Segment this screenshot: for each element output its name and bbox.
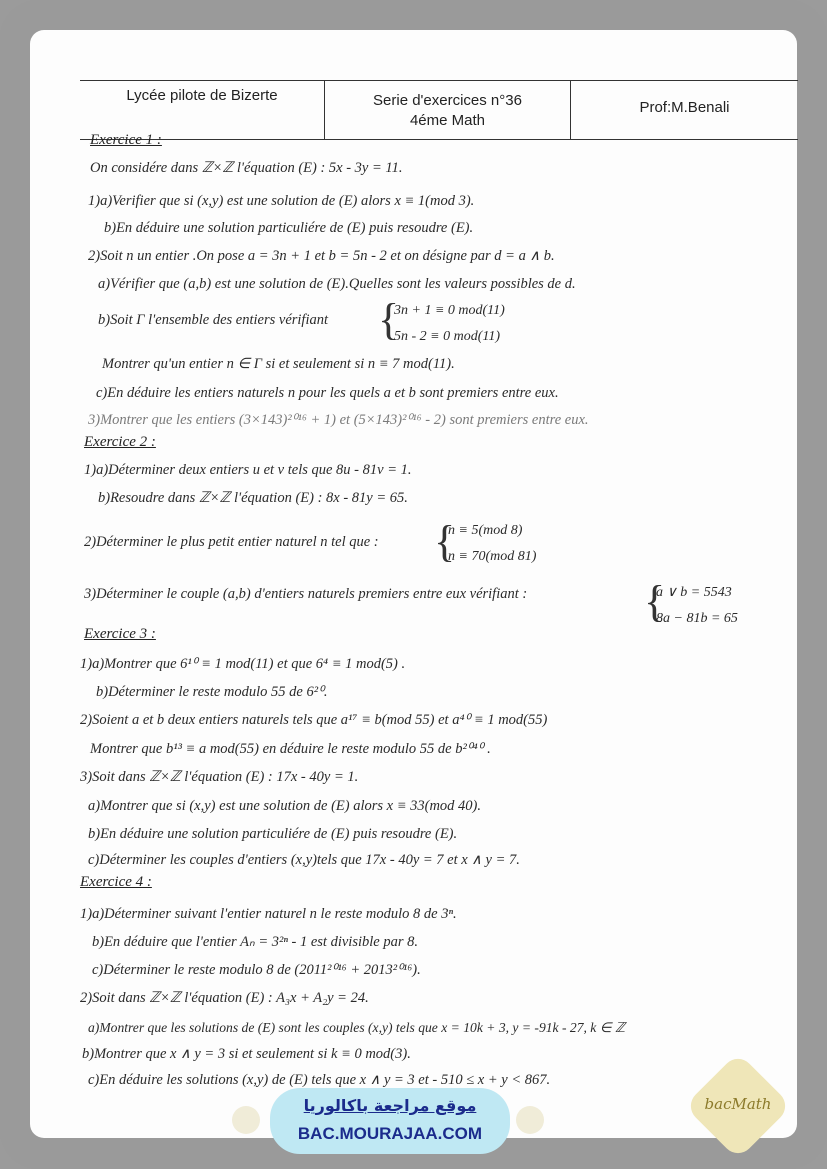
system-equation: a ∨ b = 5543 [656, 585, 732, 600]
exercise-1-line: c)En déduire les entiers naturels n pour les quels a et b sont premiers entre eux. [96, 385, 559, 401]
system-equations [448, 518, 536, 570]
exercise-1-line: On considére dans ℤ×ℤ l'équation (E) : 5x - 3y = 11. [90, 160, 403, 176]
system-equation: n ≡ 5(mod 8) [448, 523, 523, 538]
system-equation: 5n - 2 ≡ 0 mod(11) [394, 329, 501, 344]
exercise-1-line: b)Soit Γ l'ensemble des entiers vérifiant [98, 312, 329, 328]
system-equations [656, 580, 738, 632]
exercise-2-line: 1)a)Déterminer deux entiers u et v tels que 8u - 81v = 1. [84, 462, 412, 478]
exercise-1-title: Exercice 1 : [90, 132, 162, 148]
series-title [325, 81, 570, 149]
document-header [80, 80, 798, 140]
system-equation: n ≡ 70(mod 81) [448, 549, 537, 564]
exercise-2-line: 2)Déterminer le plus petit entier naturel n tel que : [84, 534, 379, 550]
exercise-1-line: Montrer qu'un entier n ∈ Γ si et seulement si n ≡ 7 mod(11). [102, 356, 455, 372]
exercise-1-line: b)En déduire une solution particuliére de (E) puis resoudre (E). [104, 220, 474, 236]
exercise-3-line: b)Déterminer le reste modulo 55 de 6²⁰. [96, 684, 328, 700]
exercise-3-line: a)Montrer que si (x,y) est une solution de (E) alors x ≡ 33(mod 40). [88, 798, 482, 814]
system-equations [394, 298, 505, 350]
system-brace: { [644, 577, 666, 626]
system-equation: 8a − 81b = 65 [656, 611, 738, 626]
site-banner[interactable] [270, 1088, 510, 1154]
exercise-1-line: a)Vérifier que (a,b) est une solution de (E).Quelles sont les valeurs possibles de d. [98, 276, 576, 292]
exercise-3-title: Exercice 3 : [84, 626, 156, 642]
exercise-1-line: 2)Soit n un entier .On pose a = 3n + 1 et b = 5n - 2 et on désigne par d = a ∧ b. [88, 248, 555, 264]
exercise-4-line: 2)Soit dans ℤ×ℤ l'équation (E) : A₃x + A₂y = 24. [80, 990, 369, 1006]
site-url[interactable]: BAC.MOURAJAA.COM [297, 1124, 483, 1143]
exercise-3-line: c)Déterminer les couples d'entiers (x,y)tels que 17x - 40y = 7 et x ∧ y = 7. [88, 852, 520, 868]
bacmath-logo-text: bacMath [704, 1095, 772, 1113]
system-brace: { [434, 517, 456, 566]
exercise-4-line: b)En déduire que l'entier Aₙ = 3²ⁿ - 1 est divisible par 8. [92, 934, 418, 950]
exercise-3-line: Montrer que b¹³ ≡ a mod(55) en déduire le reste modulo 55 de b²⁰⁴⁰ . [90, 741, 491, 757]
series-number: Serie d'exercices n°36 [373, 92, 522, 109]
school-name: Lycée pilote de Bizerte [126, 87, 278, 104]
exercise-2-line: 3)Déterminer le couple (a,b) d'entiers naturels premiers entre eux vérifiant : [84, 586, 528, 602]
system-brace: { [378, 295, 400, 344]
exercise-4-line: b)Montrer que x ∧ y = 3 si et seulement si k ≡ 0 mod(3). [82, 1046, 411, 1062]
exercise-4-line: 1)a)Déterminer suivant l'entier naturel n le reste modulo 8 de 3ⁿ. [80, 906, 457, 922]
exercise-4-line: c)Déterminer le reste modulo 8 de (2011²⁰¹⁶ + 2013²⁰¹⁶). [92, 962, 421, 978]
exercise-3-line: 3)Soit dans ℤ×ℤ l'équation (E) : 17x - 40y = 1. [80, 769, 359, 785]
site-name-arabic: موقع مراجعة باكالوريا [303, 1096, 477, 1115]
exercise-3-line: 2)Soient a et b deux entiers naturels tels que a¹⁷ ≡ b(mod 55) et a⁴⁰ ≡ 1 mod(55) [80, 712, 548, 728]
exercise-4-title: Exercice 4 : [80, 874, 152, 890]
exercise-1-line: 1)a)Verifier que si (x,y) est une solution de (E) alors x ≡ 1(mod 3). [88, 193, 475, 209]
teacher-name: Prof:M.Benali [639, 99, 730, 116]
site-logo-icon [232, 1106, 260, 1134]
series-class: 4éme Math [409, 112, 486, 129]
exercise-2-line: b)Resoudre dans ℤ×ℤ l'équation (E) : 8x - 81y = 65. [98, 490, 408, 506]
exercise-4-line: a)Montrer que les solutions de (E) sont les couples (x,y) tels que x = 10k + 3, y = -91k - 27, k ∈ ℤ [88, 1020, 626, 1035]
site-logo-icon [516, 1106, 544, 1134]
exercise-2-title: Exercice 2 : [84, 434, 156, 450]
exercise-4-line: c)En déduire les solutions (x,y) de (E) tels que x ∧ y = 3 et - 510 ≤ x + y < 867. [88, 1072, 551, 1088]
exercise-1-line: 3)Montrer que les entiers (3×143)²⁰¹⁶ + 1) et (5×143)²⁰¹⁶ - 2) sont premiers entre eux. [88, 412, 589, 428]
exercise-3-line: b)En déduire une solution particuliére de (E) puis resoudre (E). [88, 826, 458, 842]
exercise-3-line: 1)a)Montrer que 6¹⁰ ≡ 1 mod(11) et que 6⁴ ≡ 1 mod(5) . [80, 656, 406, 672]
system-equation: 3n + 1 ≡ 0 mod(11) [394, 303, 505, 318]
